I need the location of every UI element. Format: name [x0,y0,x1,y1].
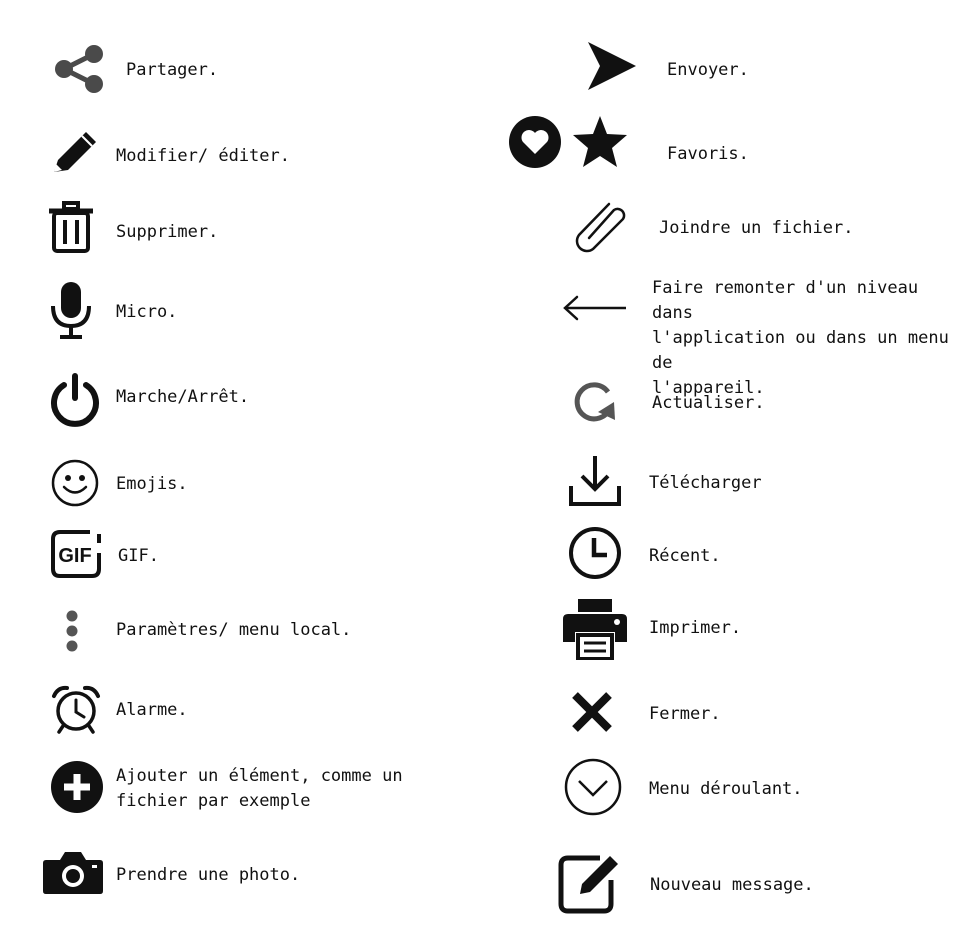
paperclip-icon [574,200,632,254]
dropdown-icon [564,758,622,816]
label-kebab-menu: Paramètres/ menu local. [116,620,352,640]
alarm-clock-icon [50,684,102,736]
label-add-element: Ajouter un élément, comme un fichier par exemple [116,766,403,811]
back-arrow-icon [562,294,628,322]
power-icon [49,372,101,428]
refresh-icon [570,378,618,426]
pencil-icon [50,128,100,176]
send-icon [586,40,638,92]
label-microphone: Micro. [116,302,178,322]
label-dropdown: Menu déroulant. [649,779,803,799]
label-printer: Imprimer. [649,618,742,638]
label-refresh: Actualiser. [652,393,765,413]
label-close: Fermer. [649,704,721,724]
label-pencil: Modifier/ éditer. [116,146,290,166]
compose-icon [558,852,624,914]
heart-star-icon [508,114,632,172]
download-icon [568,454,622,508]
camera-icon [42,848,104,896]
label-trash: Supprimer. [116,222,219,242]
add-circle-icon [50,760,104,814]
label-recent: Récent. [649,546,721,566]
microphone-icon [48,280,94,340]
label-camera: Prendre une photo. [116,865,301,885]
label-compose: Nouveau message. [650,875,814,895]
label-favorites: Favoris. [667,144,749,164]
label-paperclip: Joindre un fichier. [659,218,854,238]
trash-icon [46,200,96,256]
label-download: Télécharger [649,473,762,493]
smiley-icon [50,458,100,508]
label-power: Marche/Arrêt. [116,387,250,407]
label-gif: GIF. [118,546,159,566]
clock-icon [568,526,622,580]
printer-icon [562,598,628,660]
label-share: Partager. [126,60,219,80]
close-icon [570,690,614,734]
label-smiley: Emojis. [116,474,188,494]
label-send: Envoyer. [667,60,749,80]
gif-icon-text: GIF [58,545,92,567]
gif-icon [50,529,102,579]
kebab-menu-icon [62,608,82,654]
label-alarm: Alarme. [116,700,188,720]
share-icon [52,42,106,96]
label-back: Faire remonter d'un niveau dans l'application ou dans un menu de l'appareil. [652,278,949,398]
